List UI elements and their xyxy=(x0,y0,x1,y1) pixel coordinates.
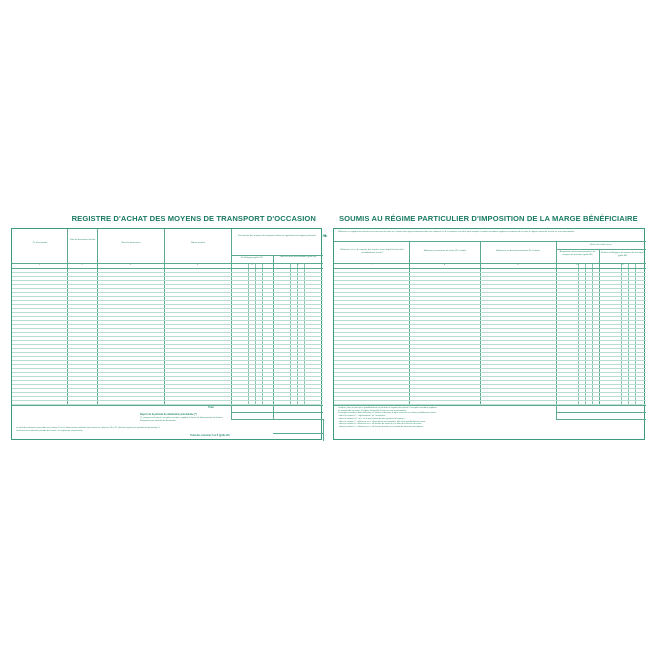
ruled-line xyxy=(334,368,646,369)
col-num-7: 7 xyxy=(370,264,373,266)
ruled-line xyxy=(12,344,323,345)
ruled-line xyxy=(334,304,646,305)
ruled-line xyxy=(12,340,323,341)
right-page xyxy=(333,214,645,440)
ruled-line xyxy=(12,324,323,325)
right-footer-notes xyxy=(338,407,553,429)
ruled-line xyxy=(12,384,323,385)
binding-gutter xyxy=(322,232,333,440)
header-date: Date du document d'achat xyxy=(69,239,96,241)
ruled-line xyxy=(334,392,646,393)
ruled-line xyxy=(12,328,323,329)
header-belgium-purchases: Achats en Belgique de moyens de transport (grille 88) xyxy=(601,252,644,257)
ruled-line xyxy=(334,344,646,345)
footer-note-line: - dans la colonne 6 : "régularisation" ou "annulation" ; xyxy=(338,415,387,418)
ruled-line xyxy=(334,396,646,397)
footer-note-line: - dans la colonne 9 : référence au n° de facture d'entrée et à la date du document de régime. xyxy=(338,425,424,428)
ruled-line xyxy=(12,392,323,393)
ruled-line xyxy=(12,292,323,293)
header-register-ref: Référence au n° du registre des entrées (sous lequel le bien était préalablement inscrit) xyxy=(340,249,404,254)
header-nature: Nature du bien xyxy=(190,242,206,244)
ruled-line xyxy=(12,376,323,377)
ruled-line xyxy=(12,348,323,349)
ruled-line xyxy=(334,284,646,285)
ruled-line xyxy=(12,332,323,333)
header-price: Prix d'achat des moyens de transport vendus en application du régime particulier xyxy=(237,235,317,237)
header-other-state: Dans un autre État Membre (grille 86) xyxy=(279,256,317,258)
ruled-line xyxy=(334,340,646,341)
ruled-line xyxy=(12,288,323,289)
left-report-label: Report de la période de déclaration précédente (*) xyxy=(140,413,197,416)
col-num-9: 9 xyxy=(517,264,519,266)
col-num-4: 4 xyxy=(196,264,199,266)
ruled-line xyxy=(12,272,323,273)
col-num-3: 3 xyxy=(129,264,132,266)
ruled-line xyxy=(12,360,323,361)
ruled-line xyxy=(334,312,646,313)
ruled-line xyxy=(12,308,323,309)
col-num-8: 8 xyxy=(443,264,446,266)
footer-note-line: Lorsque, pour un bien qui a préalablement inscrit dans le registre des achats, l'assujetti revendeur applique, xyxy=(338,407,438,409)
col-num-2: 2 xyxy=(81,264,83,266)
right-page-title: SOUMIS AU RÉGIME PARTICULIER D'IMPOSITION DE LA MARGE BÉNÉFICIAIRE xyxy=(339,214,638,223)
ruled-line xyxy=(334,320,646,321)
ruled-line xyxy=(334,276,646,277)
header-supplier: Nom du fournisseur xyxy=(121,242,141,244)
ruled-line xyxy=(12,400,323,401)
left-grand-total-label: Total des colonnes 5 et 6 (grille 00) xyxy=(190,434,230,437)
ruled-line xyxy=(12,304,323,305)
left-footer-note: Le total des montants repris dans les colonnes 5 et 6, diminué des montants repris dans les colonnes 10 et 11, doit être reporté par période de déclaration, à l'exclusion de la dernière période de l'année, au registre de comparaison. xyxy=(16,427,160,432)
ruled-line xyxy=(12,296,323,297)
ruled-line xyxy=(334,292,646,293)
ruled-line xyxy=(334,272,646,273)
header-entry-ref: Référence au document d'entrée (N° et date) xyxy=(496,250,540,252)
header-inscription: N° d'inscription xyxy=(32,242,48,244)
leaf-icon: ❧ xyxy=(322,233,328,240)
header-intra-acquisitions: Acquisitions intracommunautaires de moyens de transport (grille 86) xyxy=(559,251,596,256)
ruled-line xyxy=(12,356,323,357)
ruled-line xyxy=(334,288,646,289)
footer-note-line: L'assujetti revendeur doit mentionner à l'alinéa ci-dessous la ligne réservée à ce bien préalablement inscrit : xyxy=(338,412,437,415)
footer-note-line: - dans la colonne 7 : référence au n° d'inscription sous lequel le bien était préalablement inscrit. xyxy=(338,420,426,423)
ruled-line xyxy=(334,360,646,361)
ruled-line xyxy=(12,280,323,281)
left-page xyxy=(11,214,322,440)
footer-note-line: - dans la colonne 8 : référence au n° de facture de sortie et à la date de la facture de sortie. xyxy=(338,423,422,426)
ruled-line xyxy=(12,368,323,369)
ruled-line xyxy=(334,336,646,337)
ruled-line xyxy=(12,380,323,381)
ruled-line xyxy=(12,316,323,317)
header-credit-notes: Notes de crédit reçues xyxy=(590,244,612,246)
ruled-line xyxy=(334,280,646,281)
ruled-line xyxy=(334,356,646,357)
col-num-6: 6 xyxy=(297,264,299,266)
ruled-line xyxy=(12,284,323,285)
col-num-1: 1 xyxy=(38,264,41,266)
ruled-line xyxy=(12,320,323,321)
ruled-line xyxy=(12,364,323,365)
left-total-label: Total xyxy=(208,406,214,409)
right-intro: Référence au registre des achats et aux factures de sortie et à l'entrée des régies autonomes dans les colonnes 6 à 8 et mentions aux lieux pour lesquels l'assujetti revendeur applique au moment de la vente le régime normal de la taxe sur une marchandise. xyxy=(338,231,575,233)
header-invoice-ref: Référence au facturier de sortie (N° et date) xyxy=(423,250,467,252)
ruled-line xyxy=(334,332,646,333)
ruled-line xyxy=(334,308,646,309)
ruled-line xyxy=(334,372,646,373)
left-report-note: (*) uniquement lorsque l'assujetti revendeur applique la forme de détermination de la base d'imposition par période de déclaration xyxy=(140,417,223,422)
ruled-line xyxy=(334,380,646,381)
ruled-line xyxy=(334,352,646,353)
ruled-line xyxy=(334,328,646,329)
ruled-line xyxy=(334,400,646,401)
ruled-line xyxy=(334,296,646,297)
right-register-table xyxy=(333,228,645,440)
ruled-line xyxy=(12,336,323,337)
ruled-line xyxy=(334,376,646,377)
ruled-line xyxy=(12,300,323,301)
ruled-line xyxy=(12,372,323,373)
footer-note-line: - dans la colonne 10 : le n° et le prix d'achat du bien (prélevé du régime). xyxy=(338,417,405,420)
ruled-line xyxy=(334,316,646,317)
header-belgium: En Belgique (grille 87) xyxy=(241,257,263,259)
left-page-title: REGISTRE D'ACHAT DES MOYENS DE TRANSPORT D'OCCASION xyxy=(71,214,316,223)
ruled-line xyxy=(334,324,646,325)
col-num-5: 5 xyxy=(251,264,253,266)
footer-note-line: au moment de sa vente, le régime normal de la taxe sur une marchandise. xyxy=(338,409,407,412)
ruled-line xyxy=(12,312,323,313)
ruled-line xyxy=(334,300,646,301)
ruled-line xyxy=(334,364,646,365)
ruled-line xyxy=(334,384,646,385)
ruled-line xyxy=(334,348,646,349)
ruled-line xyxy=(12,388,323,389)
ruled-line xyxy=(12,352,323,353)
ruled-line xyxy=(12,396,323,397)
col-num-11: 11 xyxy=(621,264,624,266)
col-num-10: 10 xyxy=(576,264,579,266)
ruled-line xyxy=(12,276,323,277)
left-register-table xyxy=(11,228,322,440)
ruled-line xyxy=(334,388,646,389)
